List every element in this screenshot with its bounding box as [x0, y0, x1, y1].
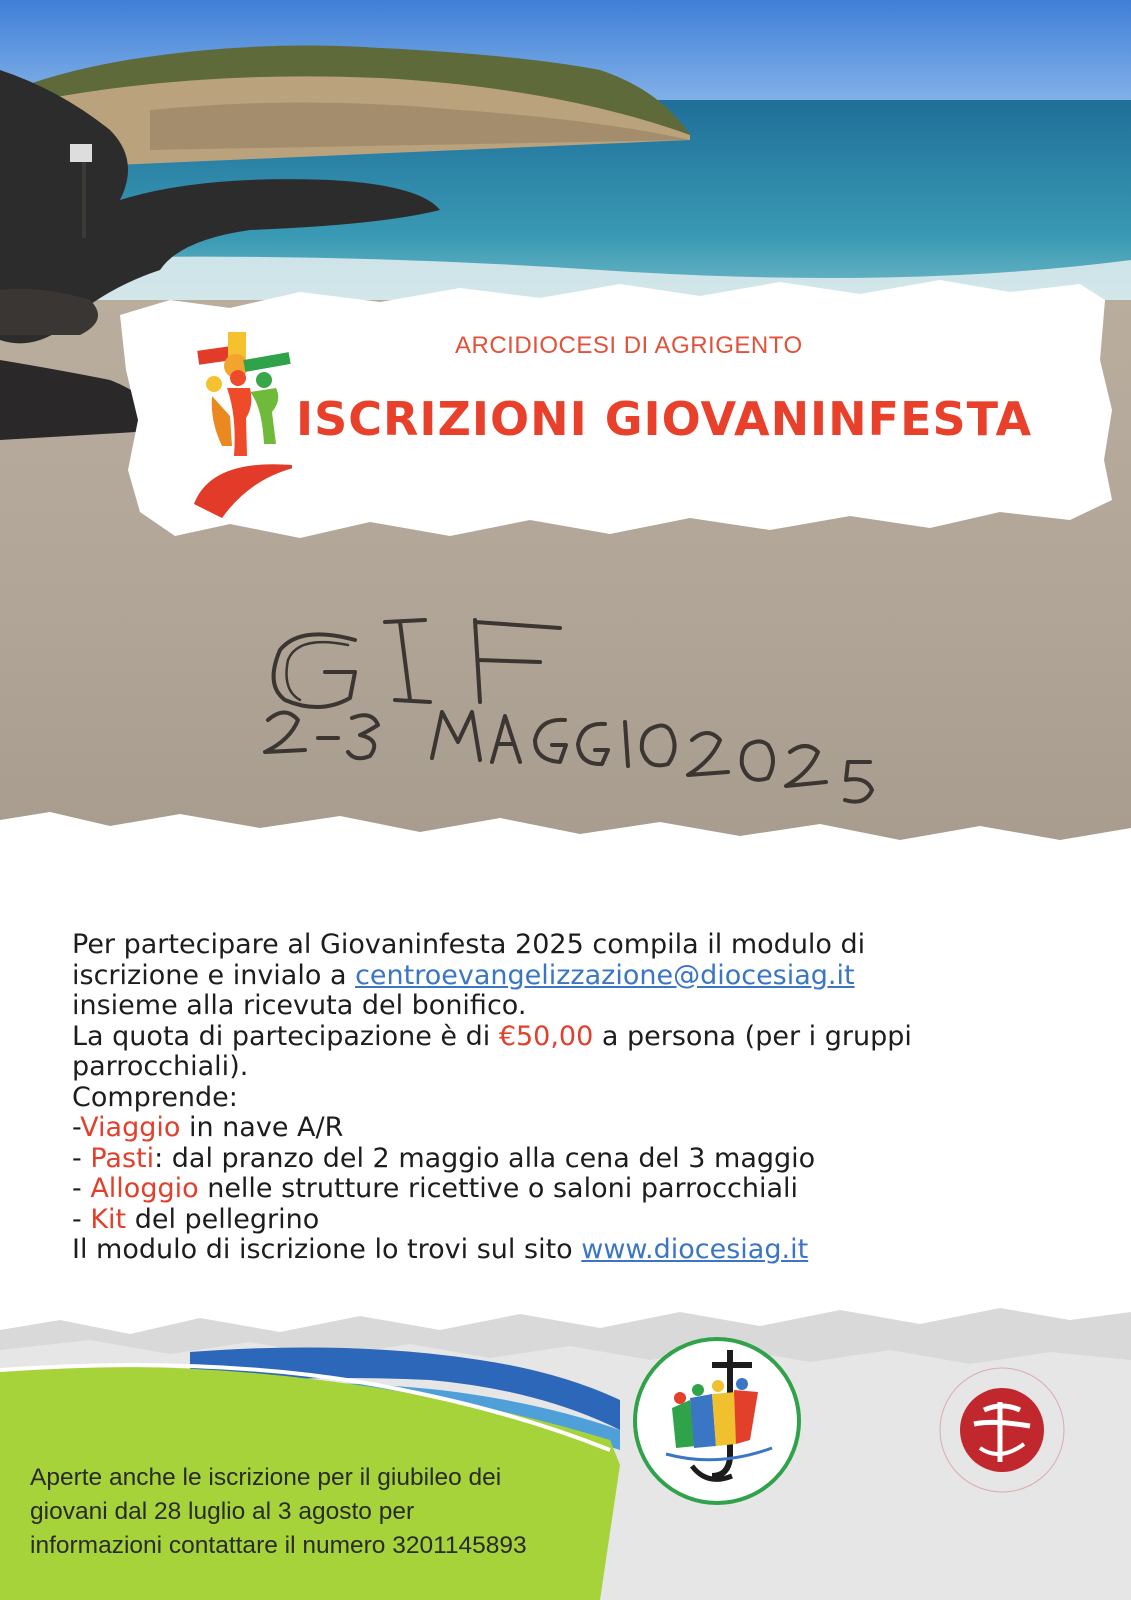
- footer-line: Aperte anche le iscrizione per il giubileo dei: [30, 1464, 502, 1491]
- info-line: parrocchiali).: [72, 1051, 249, 1082]
- info-text: La quota di partecipazione è di: [72, 1020, 499, 1052]
- list-item: [72, 1144, 1072, 1175]
- item-text: : dal pranzo del 2 maggio alla cena del 3 maggio: [154, 1142, 816, 1174]
- item-text: in nave A/R: [180, 1112, 344, 1143]
- info-line: Per partecipare al Giovaninfesta 2025 compila il modulo di: [72, 929, 866, 960]
- jubilee-registration-note: [30, 1461, 700, 1563]
- info-line: [72, 961, 1072, 992]
- item-highlight: Viaggio: [80, 1112, 181, 1143]
- website-link[interactable]: www.diocesiag.it: [581, 1234, 809, 1265]
- info-line: [72, 1022, 1072, 1053]
- item-highlight: Kit: [90, 1203, 127, 1235]
- list-item: [72, 1174, 1072, 1205]
- item-text: del pellegrino: [126, 1203, 320, 1235]
- item-highlight: Pasti: [90, 1142, 155, 1174]
- item-highlight: Alloggio: [90, 1173, 199, 1204]
- info-text: Il modulo di iscrizione lo trovi sul sito: [72, 1234, 582, 1265]
- info-text: iscrizione e invialo a: [72, 959, 356, 991]
- item-prefix: -: [72, 1142, 91, 1174]
- item-prefix: -: [72, 1173, 91, 1204]
- registration-info: [72, 930, 1072, 1266]
- item-text: nelle strutture ricettive o saloni parrocchiali: [198, 1173, 799, 1204]
- includes-heading: Comprende:: [72, 1081, 238, 1113]
- giovaninfesta-logo: [192, 326, 292, 526]
- email-link[interactable]: centroevangelizzazione@diocesiag.it: [355, 959, 855, 991]
- footer-line: informazioni contattare il numero 3201145893: [30, 1532, 527, 1559]
- info-line: [72, 1235, 1072, 1266]
- info-text: a persona (per i gruppi: [593, 1020, 912, 1052]
- list-item: [72, 1113, 1072, 1144]
- evangelization-center-logo: [934, 1362, 1070, 1498]
- item-prefix: -: [72, 1112, 81, 1143]
- price: €50,00: [498, 1020, 594, 1052]
- page-title: ISCRIZIONI GIOVANINFESTA: [296, 392, 1033, 446]
- item-prefix: -: [72, 1203, 91, 1235]
- diocese-name: ARCIDIOCESI DI AGRIGENTO: [455, 332, 803, 359]
- list-item: [72, 1205, 1072, 1236]
- info-line: insieme alla ricevuta del bonifico.: [72, 990, 527, 1021]
- footer-line: giovani dal 28 luglio al 3 agosto per: [30, 1498, 415, 1525]
